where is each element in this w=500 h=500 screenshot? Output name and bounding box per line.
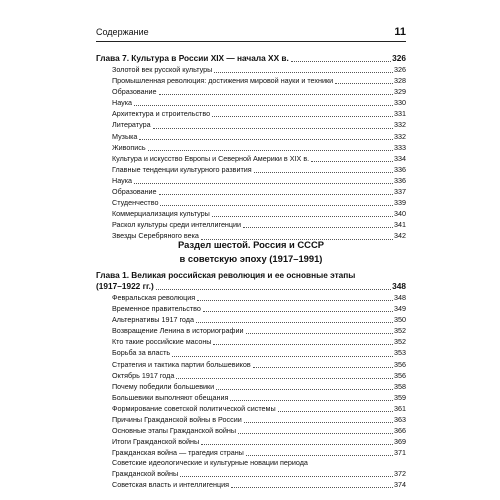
toc-page-number: 352 [394,326,406,336]
toc-page-number: 359 [394,392,406,402]
toc-entry-title: Архитектура и строительство [112,109,211,119]
toc-entry-line-2-row [112,469,406,480]
toc-entry[interactable] [96,86,406,97]
section-title [96,238,406,266]
toc-page-number: 372 [394,468,406,478]
toc-page-number: 361 [394,403,406,413]
toc-page-number: 366 [394,426,406,436]
section-title-line-2: в советскую эпоху (1917–1991) [179,253,323,264]
toc-entry[interactable] [96,97,406,108]
dot-leader [139,139,393,140]
toc-entry[interactable] [96,336,406,347]
dot-leader [278,411,393,412]
toc-chapter-title-line-2-row [96,281,406,292]
dot-leader [244,422,393,423]
toc-entry[interactable] [96,164,406,175]
toc-entry-title: Промышленная революция: достижения мировой науки и техники [112,76,334,86]
toc-entry-list [96,64,406,242]
toc-entry[interactable] [96,175,406,186]
toc-entry-title: Музыка [112,131,138,141]
toc-page-number: 332 [394,120,406,130]
toc-entry[interactable] [96,347,406,358]
toc-entry[interactable] [96,131,406,142]
dot-leader [172,356,393,357]
toc-page-number: 340 [394,209,406,219]
toc-entry[interactable] [96,414,406,425]
toc-entry-title: Коммерциализация культуры [112,209,210,219]
toc-entry[interactable] [96,108,406,119]
dot-leader [134,105,393,106]
toc-chapter-entry[interactable] [96,270,406,292]
dot-leader [246,455,393,456]
toc-entry-title: Главные тенденции культурного развития [112,164,252,174]
toc-page-number: 330 [394,98,406,108]
toc-entry-title: Борьба за власть [112,348,171,358]
toc-entry-title: Культура и искусство Европы и Северной Америки в XIX в. [112,153,310,163]
toc-entry-title: Формирование советской политической системы [112,403,276,413]
toc-entry[interactable] [96,447,406,458]
toc-entry-title: Золотой век русской культуры [112,65,213,74]
dot-leader [160,205,393,206]
toc-page-number: 328 [394,76,406,86]
dot-leader [214,72,393,73]
toc-entry[interactable] [96,403,406,414]
dot-leader [196,322,393,323]
toc-page-number: 369 [394,437,406,447]
toc-entry[interactable] [96,142,406,153]
toc-page-number: 336 [394,164,406,174]
toc-page-number: 356 [394,370,406,380]
dot-leader [153,128,393,129]
toc-entry-title: Октябрь 1917 года [112,370,175,380]
toc-page-number: 337 [394,187,406,197]
section-title-line-1: Раздел шестой. Россия и СССР [178,239,324,250]
toc-entry[interactable] [96,303,406,314]
dot-leader [159,194,393,195]
toc-block-chapter-7 [96,52,406,242]
dot-leader [238,433,393,434]
toc-entry[interactable] [96,119,406,130]
dot-leader [335,83,393,84]
toc-chapter-title-line-2: (1917–1922 гг.) [96,281,154,291]
dot-leader [212,216,393,217]
dot-leader [134,183,393,184]
toc-entry-title: Кто такие российские масоны [112,337,212,347]
toc-entry[interactable] [96,479,406,490]
toc-entry-title: Февральская революция [112,293,196,302]
toc-entry-title: Наука [112,98,133,108]
toc-entry-title-line-2: Гражданской войны [112,468,179,478]
running-head [96,27,406,38]
toc-entry-title: Стратегия и тактика партии большевиков [112,359,251,369]
page-number: 11 [394,26,406,38]
header-rule [96,41,406,42]
toc-entry-title: Наука [112,175,133,185]
toc-page-number: 349 [394,304,406,314]
toc-entry-title: Альтернативы 1917 года [112,315,194,325]
toc-page-number: 326 [394,65,406,74]
dot-leader [180,476,393,477]
toc-page-number: 348 [392,281,406,291]
toc-entry[interactable] [96,75,406,86]
toc-entry-title: Итоги Гражданской войны [112,437,200,447]
dot-leader [291,61,391,62]
toc-entry-title: Звезды Серебряного века [112,231,199,241]
toc-entry[interactable] [96,370,406,381]
toc-page-number: 352 [394,337,406,347]
toc-entry[interactable] [96,208,406,219]
toc-entry[interactable] [96,392,406,403]
toc-entry-title: Почему победили большевики [112,381,215,391]
toc-page-number: 371 [394,448,406,458]
toc-entry[interactable] [96,425,406,436]
toc-entry-title: Раскол культуры среди интеллигенции [112,220,242,230]
toc-entry-title: Литература [112,120,151,130]
toc-page-number: 358 [394,381,406,391]
toc-page-number: 353 [394,348,406,358]
toc-page-number: 339 [394,198,406,208]
toc-entry-title: Основные этапы Гражданской войны [112,426,237,436]
toc-page-number: 332 [394,131,406,141]
toc-page-number: 348 [394,293,406,302]
dot-leader [311,161,393,162]
toc-entry[interactable] [96,186,406,197]
dot-leader [148,150,393,151]
toc-entry-title: Причины Гражданской войны в России [112,415,242,425]
toc-page-number: 356 [394,359,406,369]
toc-entry-title: Студенчество [112,198,159,208]
toc-page-number: 329 [394,87,406,97]
toc-entry[interactable] [96,64,406,75]
toc-entry-title: Живопись [112,142,146,152]
toc-entry-title: Образование [112,87,157,97]
toc-chapter-entry[interactable] [96,52,406,64]
dot-leader [156,289,391,290]
toc-page-number: 334 [394,153,406,163]
toc-entry[interactable] [96,436,406,447]
dot-leader [230,400,393,401]
toc-entry-list [96,292,406,458]
dot-leader [216,389,393,390]
running-head-title: Содержание [96,27,149,37]
toc-entry[interactable] [96,153,406,164]
dot-leader [213,344,393,345]
dot-leader [243,227,393,228]
toc-page-number: 341 [394,220,406,230]
toc-block-chapter-1 [96,270,406,490]
toc-chapter-title-line-1: Глава 1. Великая российская революция и ее основные этапы [96,270,356,280]
dot-leader [203,311,393,312]
toc-entry-title: Временное правительство [112,304,201,314]
toc-page-number: 331 [394,109,406,119]
toc-entry-title: Гражданская война — трагедия страны [112,448,244,458]
dot-leader [212,116,393,117]
toc-entry[interactable] [96,458,406,479]
toc-entry-title: Возвращение Ленина в историографии [112,326,244,336]
toc-page-number: 336 [394,175,406,185]
dot-leader [176,378,393,379]
dot-leader [253,367,393,368]
toc-page-number: 333 [394,142,406,152]
toc-page-number: 374 [394,480,406,490]
toc-entry[interactable] [96,359,406,370]
toc-page-number: 326 [392,53,406,63]
toc-entry[interactable] [96,381,406,392]
toc-page-number: 342 [394,231,406,241]
dot-leader [254,172,393,173]
dot-leader [201,444,393,445]
toc-entry-title-line-1: Советские идеологические и культурные новации периода [112,458,308,468]
dot-leader [246,333,394,334]
toc-entry-title: Советская власть и интеллигенция [112,480,229,490]
toc-page-number: 350 [394,315,406,325]
toc-entry[interactable] [96,314,406,325]
toc-entry[interactable] [96,219,406,230]
toc-entry-title: Образование [112,187,157,197]
toc-entry[interactable] [96,292,406,303]
dot-leader [159,94,393,95]
toc-entry[interactable] [96,325,406,336]
dot-leader [197,300,393,301]
dot-leader [231,487,393,488]
toc-page-number: 363 [394,415,406,425]
toc-entry-title: Большевики выполняют обещания [112,392,229,402]
toc-entry[interactable] [96,197,406,208]
toc-chapter-title: Глава 7. Культура в России XIX — начала XX в. [96,53,289,63]
